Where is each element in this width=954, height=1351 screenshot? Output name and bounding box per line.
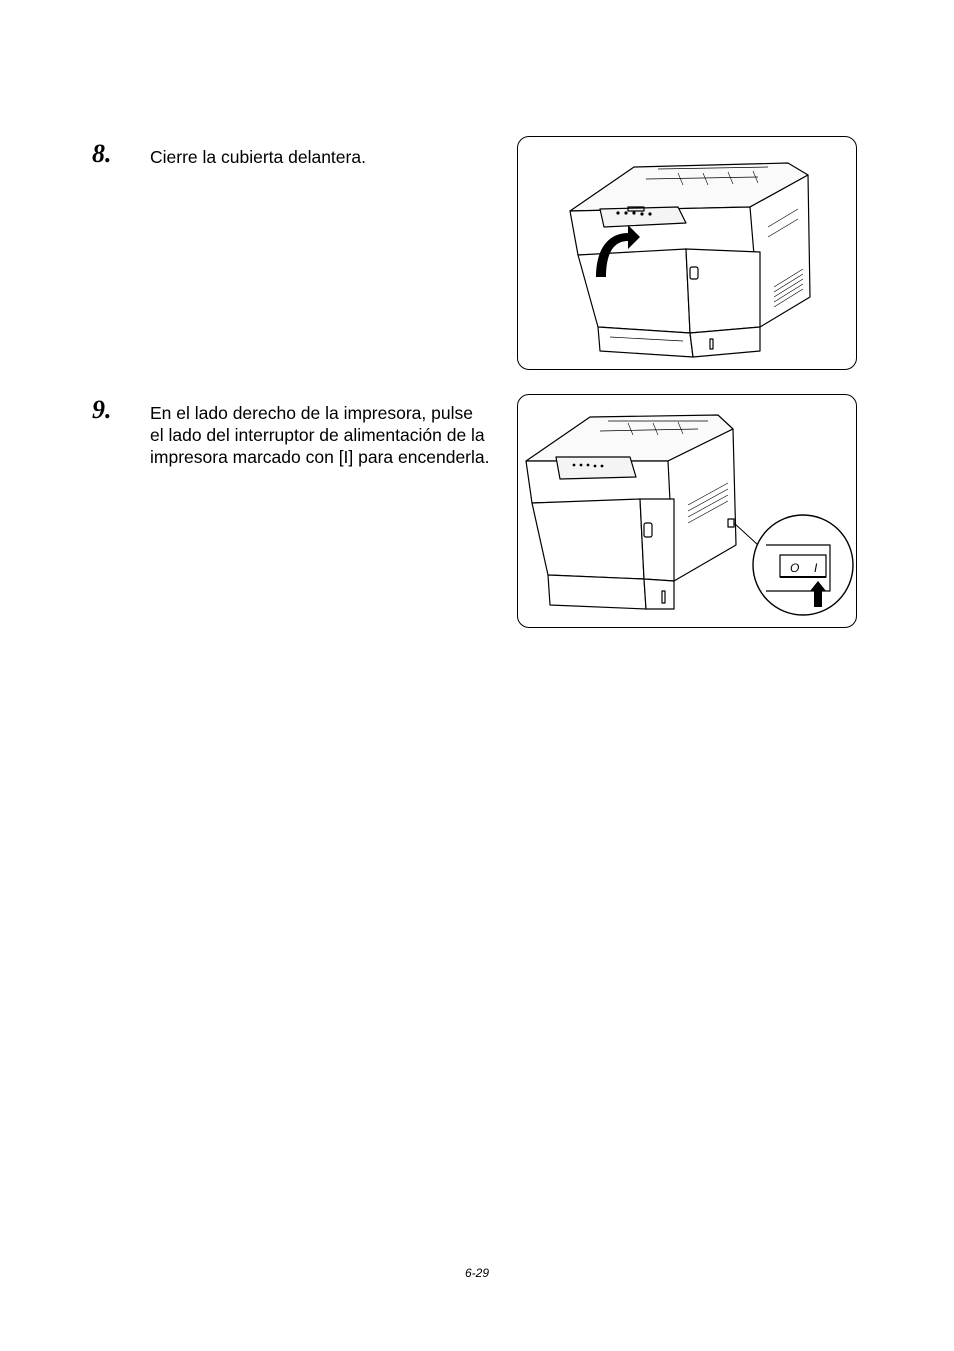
printer-power-switch-illustration	[518, 395, 857, 628]
step-8-number: 8.	[92, 139, 112, 168]
printer-closing-cover-illustration	[518, 137, 857, 370]
step-9-text: En el lado derecho de la impresora, pulse el lado del interruptor de alimentación de la impresora marcado con [I] para encenderla.	[150, 403, 490, 467]
step-9-number: 9.	[92, 395, 112, 424]
switch-on-label: I	[814, 561, 818, 575]
switch-off-label: O	[790, 561, 800, 575]
step-9-figure	[517, 394, 857, 628]
page-number: 6-29	[464, 1266, 490, 1280]
step-8-text: Cierre la cubierta delantera.	[150, 147, 366, 167]
step-8-figure	[517, 136, 857, 370]
